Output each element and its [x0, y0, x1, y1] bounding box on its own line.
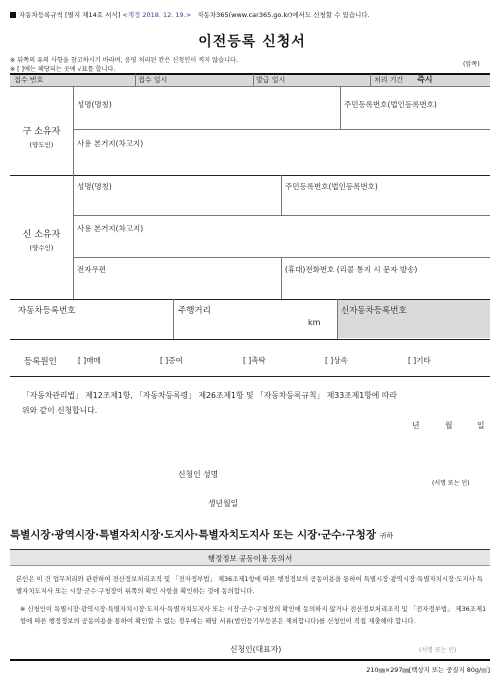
recipient-authority: 특별시장·광역시장·특별자치시장·도지사·특별자치도지사 또는 시장·군수·구청장 귀하 — [10, 529, 394, 541]
form-header — [10, 10, 370, 19]
consent-sign-label: (서명 또는 인) — [419, 647, 457, 654]
buyer-phone-field[interactable]: (휴대)전화번호 (리콜 통지 시 문자 발송) — [285, 265, 418, 274]
processing-period-value: 즉시 — [417, 75, 433, 84]
new-reg-number-label: 신자동차등록번호 — [341, 306, 407, 316]
square-bullet-icon — [10, 12, 16, 18]
seller-id-field[interactable]: 주민등록번호(법인등록번호) — [344, 100, 437, 109]
rule-reference: 자동차등록규칙 [별지 제14호 서식] — [19, 11, 121, 19]
consent-applicant-label: 신청인(대표자) — [230, 645, 282, 654]
registration-cause-label: 등록원인 — [24, 357, 57, 367]
seller-name-field[interactable]: 성명(명칭) — [77, 100, 112, 109]
registration-cause-row — [10, 339, 490, 377]
date-month-label: 월 — [445, 421, 453, 430]
front-side-label: (앞쪽) — [463, 61, 480, 68]
seller-section — [10, 87, 490, 175]
date-day-label: 일 — [477, 421, 485, 430]
vehicle-reg-number-field[interactable]: 자동차등록번호 — [18, 306, 76, 316]
cause-option-gift[interactable]: [ ]증여 — [160, 356, 183, 365]
birth-date-label: 생년월일 — [208, 499, 239, 508]
buyer-section-label: 신 소유자 (양수인) — [22, 230, 61, 252]
consent-title: 행정정보 공동이용 동의서 — [10, 549, 490, 566]
applicant-sign-label: (서명 또는 인) — [432, 480, 470, 487]
vehicle-row — [10, 299, 490, 339]
note-line-1: ※ 뒤쪽의 유의 사항을 참고하시기 바라며, 음영 처리된 칸은 신청인이 적지 않습니다. — [10, 57, 238, 64]
buyer-name-field[interactable]: 성명(명칭) — [77, 182, 112, 191]
buyer-email-field[interactable]: 전자우편 — [77, 265, 106, 274]
buyer-address-field[interactable]: 사용 본거지(차고지) — [77, 224, 144, 233]
cause-option-sale[interactable]: [ ]매매 — [78, 356, 101, 365]
paper-spec-footer: 210㎜×297㎜[백상지 또는 중질지 80g/㎡] — [366, 666, 490, 674]
seller-address-field[interactable]: 사용 본거지(차고지) — [77, 139, 144, 148]
consent-paragraph-2: ※ 신청인이 특별시장·광역시장·특별자치시장·도지사·특별자치도지사 또는 시장·군수·구청장의 확인에 동의하지 않거나 전산정보처리조직 및 「전자정부법」 제36조제1항에 따른 행정정보의 공동이용을 통하여 확인할 수 없는 경우에는 해당 서류(법인등기부등본은 제외합니다)를 신청인이 직접 제출해야 합니다. — [20, 605, 487, 625]
cause-option-commission[interactable]: [ ]촉탁 — [243, 356, 266, 365]
receipt-number-label: 접수 번호 — [14, 76, 44, 84]
note-line-2: ※ [ ]에는 해당되는 곳에 √표를 합니다. — [10, 66, 116, 73]
buyer-id-field[interactable]: 주민등록번호(법인등록번호) — [285, 182, 378, 191]
receipt-date-label: 접수 일시 — [138, 76, 168, 84]
applicant-name-label: 신청인 성명 — [178, 470, 219, 479]
buyer-section — [10, 175, 490, 299]
revision-date: <개정 2018. 12. 19.> — [122, 11, 192, 19]
online-note: 자동차365(www.car365.go.kr)에서도 신청할 수 있습니다. — [197, 11, 370, 19]
receipt-row — [10, 73, 490, 87]
processing-period-label: 처리 기간 — [374, 76, 404, 84]
consent-paragraph-1: 본인은 이 건 업무처리와 관련하여 전산정보처리조직 및 「전자정부법」 제36조제1항에 따른 행정정보의 공동이용을 통하여 특별시장·광역시장·특별자치시장·도지사·특별자치도지사 또는 시장·군수·구청장이 뒤쪽의 확인 사항을 확인하는 것에 동의합니다. — [16, 575, 483, 595]
mileage-field[interactable]: 주행거리 — [178, 306, 211, 316]
issue-date-label: 발급 일시 — [256, 76, 286, 84]
application-statement-line-2: 위와 같이 신청합니다. — [22, 406, 98, 415]
cause-option-other[interactable]: [ ]기타 — [408, 356, 431, 365]
mileage-unit: km — [308, 318, 321, 327]
date-year-label: 년 — [412, 421, 420, 430]
form-title: 이전등록 신청서 — [198, 34, 306, 50]
application-statement-line-1: 「자동차관리법」 제12조제1항, 「자동차등록령」 제26조제1항 및 「자동차등록규칙」 제33조제1항에 따라 — [22, 391, 397, 400]
cause-option-inheritance[interactable]: [ ]상속 — [325, 356, 348, 365]
recipient-suffix: 귀하 — [379, 532, 394, 540]
seller-section-label: 구 소유자 (양도인) — [22, 127, 61, 149]
